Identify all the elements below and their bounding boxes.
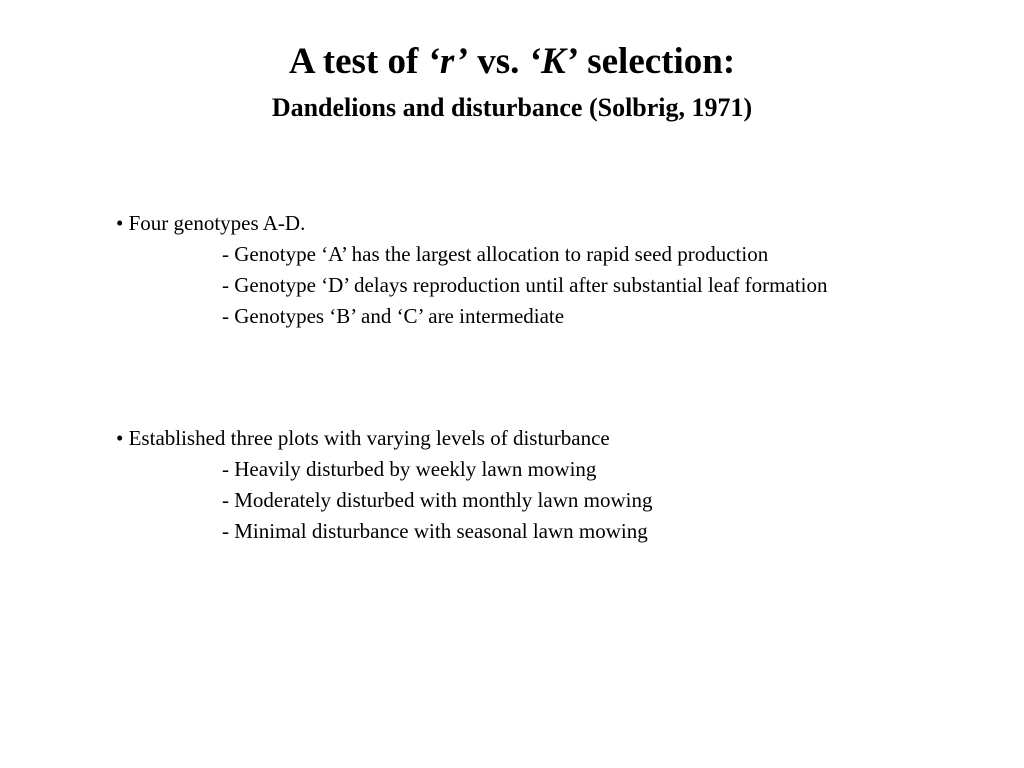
bullet-block-plots <box>116 423 652 547</box>
sub-item: - Moderately disturbed with monthly lawn mowing <box>222 488 653 512</box>
bullet-icon: • <box>116 211 124 235</box>
bullet-item <box>116 423 652 454</box>
sub-item: - Heavily disturbed by weekly lawn mowing <box>222 457 597 481</box>
title-k-term: ‘K’ <box>528 41 578 82</box>
bullet-text: Established three plots with varying levels of disturbance <box>128 426 610 450</box>
slide-title <box>0 40 1024 84</box>
bullet-item <box>116 208 828 239</box>
sub-item: - Minimal disturbance with seasonal lawn mowing <box>222 519 648 543</box>
sub-item: - Genotype ‘A’ has the largest allocation to rapid seed production <box>222 242 769 266</box>
sub-item: - Genotypes ‘B’ and ‘C’ are intermediate <box>222 304 565 328</box>
sub-item: - Genotype ‘D’ delays reproduction until after substantial leaf formation <box>222 273 828 297</box>
slide-subtitle: Dandelions and disturbance (Solbrig, 1971) <box>271 93 753 122</box>
bullet-icon: • <box>116 426 124 450</box>
title-r-term: ‘r’ <box>427 41 468 82</box>
title-vs: vs. <box>467 41 529 82</box>
bullet-text: Four genotypes A-D. <box>128 211 306 235</box>
title-text-start: A test of <box>288 41 428 82</box>
bullet-block-genotypes <box>116 208 828 332</box>
title-text-end: selection: <box>577 41 736 82</box>
